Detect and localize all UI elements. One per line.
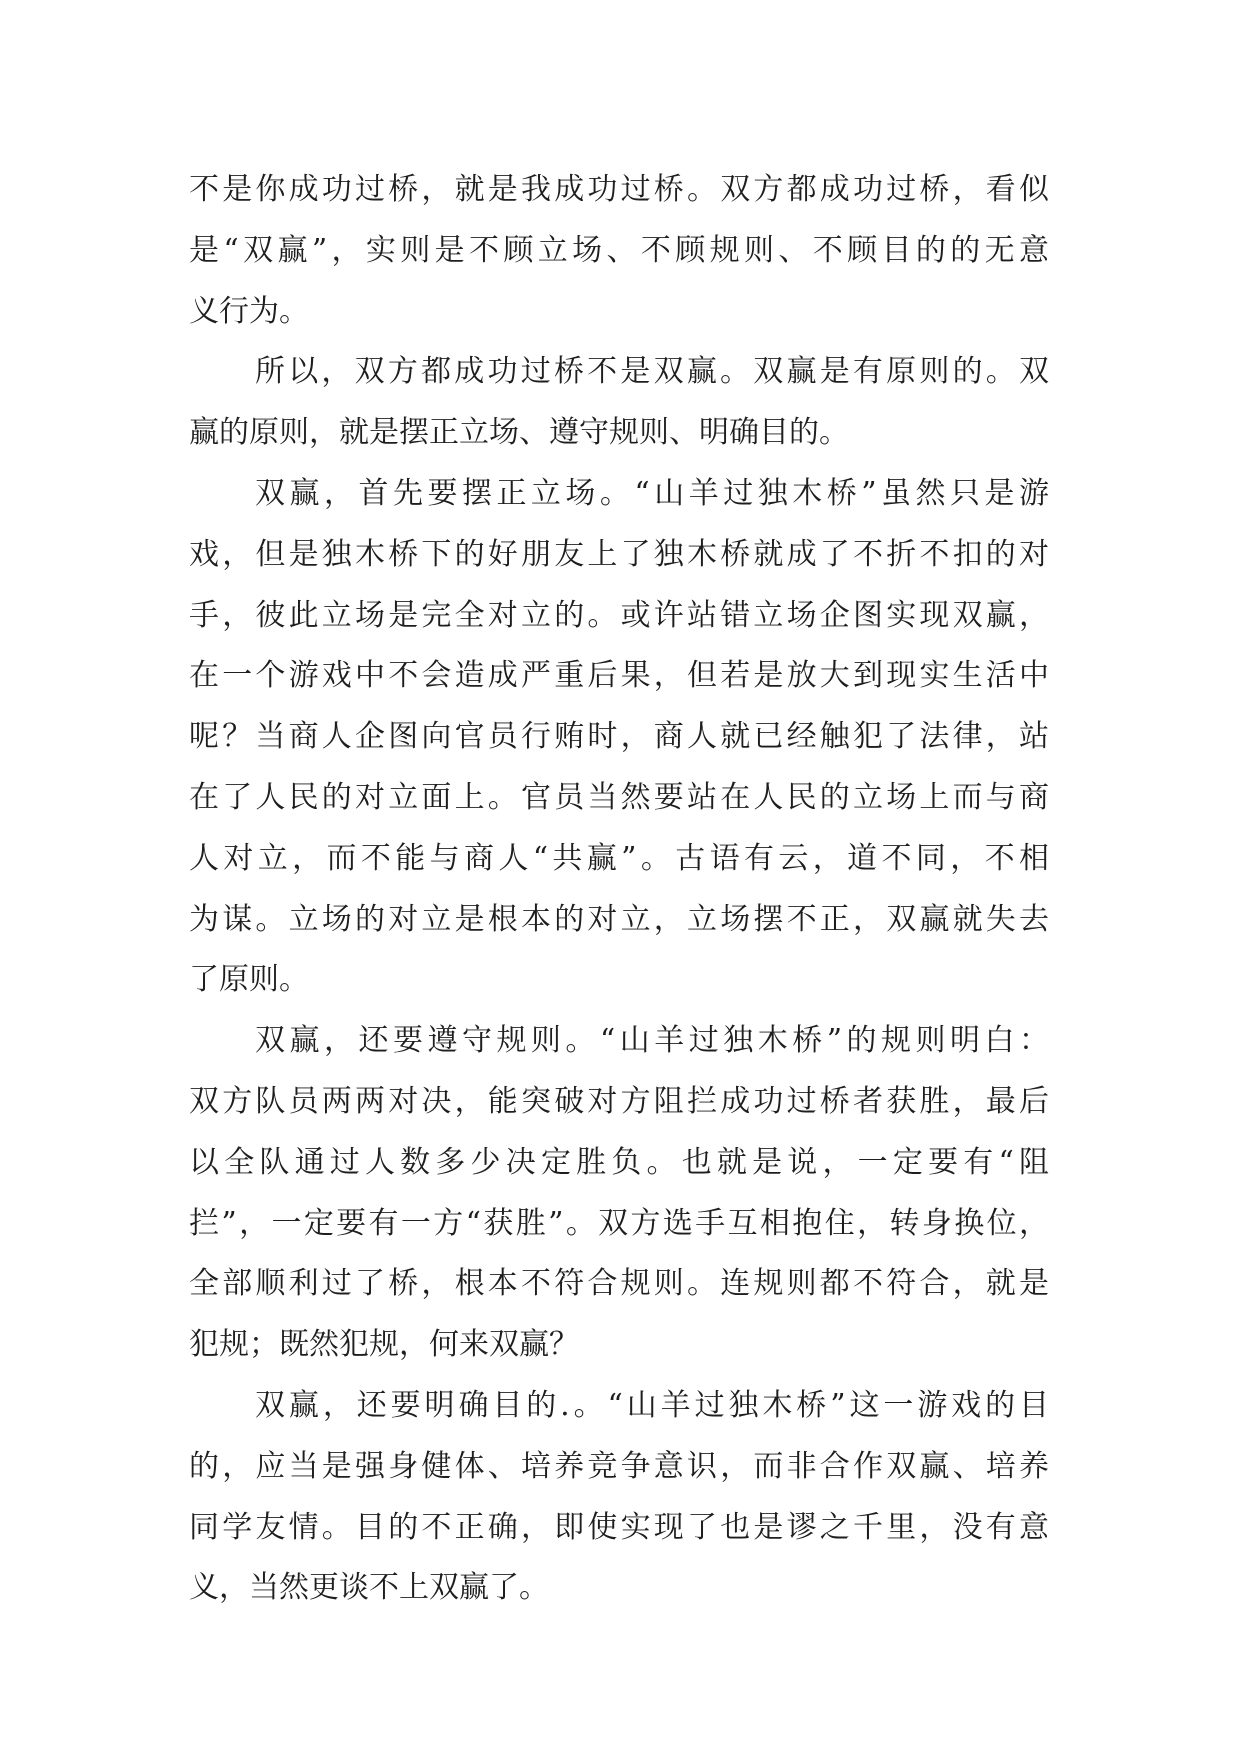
text-line: 以全队通过人数多少决定胜负。也就是说，一定要有“阻	[189, 1144, 1049, 1180]
text-line: 不是你成功过桥，就是我成功过桥。双方都成功过桥，看似	[189, 172, 1049, 207]
text-line: 拦”，一定要有一方“获胜”。双方选手互相抱住，转身换位，	[189, 1205, 1049, 1241]
paragraph-start-line: 双赢，首先要摆正立场。“山羊过独木桥”虽然只是游	[255, 475, 1049, 511]
text-line: 义，当然更谈不上双赢了。	[189, 1570, 549, 1606]
text-line: 同学友情。目的不正确，即使实现了也是谬之千里，没有意	[189, 1509, 1049, 1545]
paragraph-start-line: 双赢，还要遵守规则。“山羊过独木桥”的规则明白：	[255, 1023, 1049, 1059]
essay-body	[189, 160, 1049, 1619]
text-line: 义行为。	[189, 293, 309, 329]
text-line: 了原则。	[189, 962, 309, 998]
text-line: 犯规；既然犯规，何来双赢？	[189, 1327, 579, 1363]
text-line: 呢？当商人企图向官员行贿时，商人就已经触犯了法律，站	[189, 719, 1049, 755]
text-line: 赢的原则，就是摆正立场、遵守规则、明确目的。	[189, 415, 849, 451]
text-line: 双方队员两两对决，能突破对方阻拦成功过桥者获胜，最后	[189, 1083, 1049, 1119]
paragraph-start-line: 所以，双方都成功过桥不是双赢。双赢是有原则的。双	[255, 354, 1049, 390]
text-line: 在一个游戏中不会造成严重后果，但若是放大到现实生活中	[189, 658, 1049, 694]
text-line: 的，应当是强身健体、培养竞争意识，而非合作双赢、培养	[189, 1448, 1049, 1484]
text-line: 戏，但是独木桥下的好朋友上了独木桥就成了不折不扣的对	[189, 536, 1049, 572]
paragraph-start-line: 双赢，还要明确目的.。“山羊过独木桥”这一游戏的目	[255, 1387, 1049, 1423]
text-line: 在了人民的对立面上。官员当然要站在人民的立场上而与商	[189, 779, 1049, 815]
text-line: 为谋。立场的对立是根本的对立，立场摆不正，双赢就失去	[189, 901, 1049, 937]
text-line: 手，彼此立场是完全对立的。或许站错立场企图实现双赢，	[189, 597, 1049, 633]
text-line: 人对立，而不能与商人“共赢”。古语有云，道不同，不相	[189, 840, 1049, 876]
text-line: 全部顺利过了桥，根本不符合规则。连规则都不符合，就是	[189, 1266, 1049, 1302]
text-line: 是“双赢”，实则是不顾立场、不顾规则、不顾目的的无意	[189, 232, 1049, 268]
